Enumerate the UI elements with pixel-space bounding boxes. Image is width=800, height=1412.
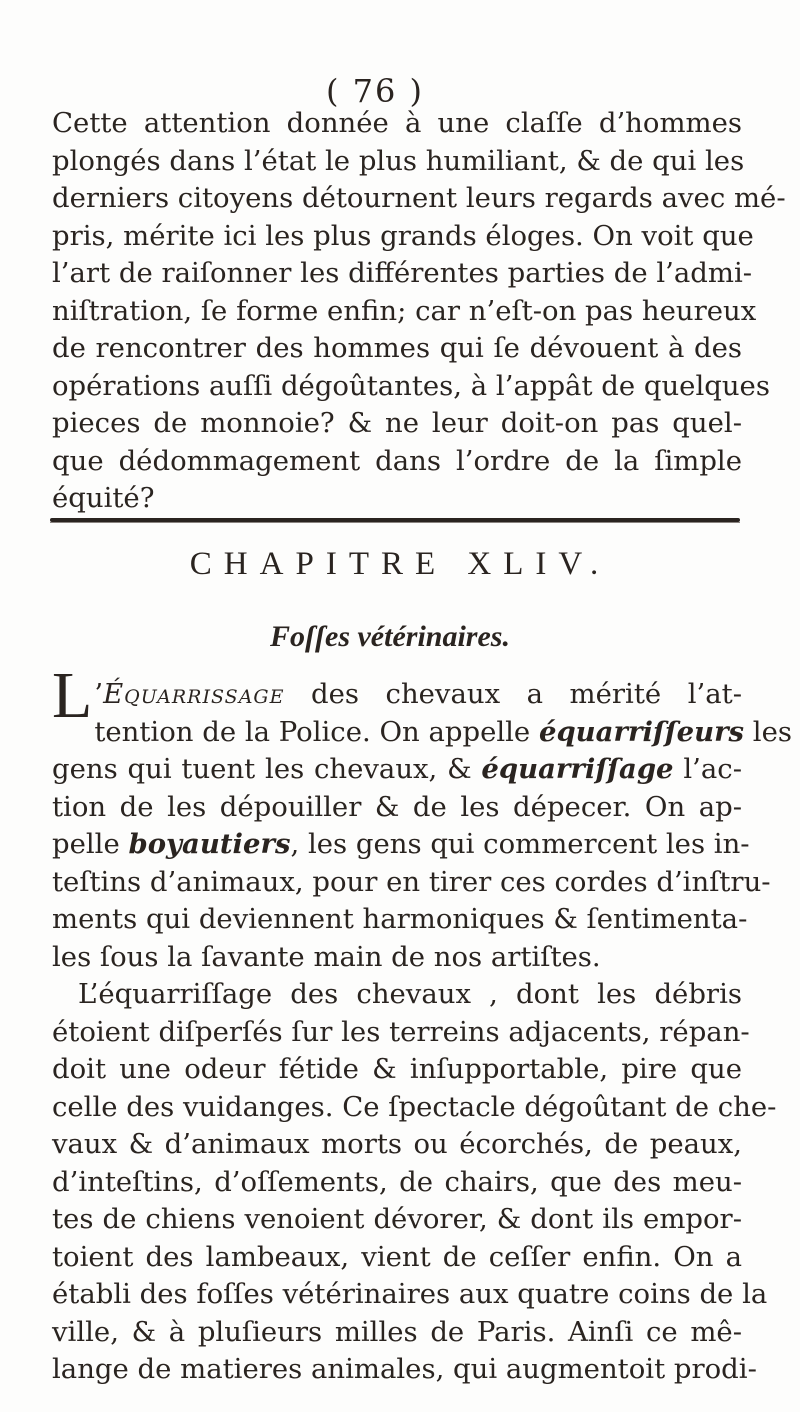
text-line: étoient diſperſés ſur les terreins adjacents, répan- bbox=[52, 1015, 750, 1048]
text-line: tention de la Police. On appelle équarriſſeurs les bbox=[94, 715, 792, 748]
text-line: L’équarriſſage des chevaux , dont les débris bbox=[78, 978, 742, 1010]
chapter-subtitle: Foſſes vétérinaires. bbox=[270, 620, 510, 653]
text-line: établi des foſſes vétérinaires aux quatre coins de la bbox=[52, 1278, 768, 1310]
term-equarrissage: Équarrissage bbox=[103, 678, 285, 710]
text-line: pris, mérite ici les plus grands éloges. On voit que bbox=[52, 219, 754, 252]
intro-paragraph bbox=[52, 105, 786, 518]
chapter-body bbox=[52, 659, 792, 1389]
text-line: toient des lambeaux, vient de ceſſer enfin. On a bbox=[52, 1240, 742, 1273]
text-line: ville, & à pluſieurs milles de Paris. Ainſi ce mê- bbox=[52, 1315, 742, 1348]
text-line: équité? bbox=[52, 482, 155, 514]
text-line: pieces de monnoie? & ne leur doit-on pas quel- bbox=[52, 407, 742, 439]
text-line: Cette attention donnée à une claſſe d’hommes bbox=[52, 107, 742, 139]
page-number: ( 76 ) bbox=[325, 72, 425, 110]
term-equarrisseurs: équarriſſeurs bbox=[538, 715, 745, 748]
text-line: pelle boyautiers, les gens qui commercent les in- bbox=[52, 828, 750, 860]
text-line: ments qui deviennent harmoniques & ſentimenta- bbox=[52, 903, 748, 935]
text-line: les ſous la ſavante main de nos artiſtes. bbox=[52, 940, 601, 973]
text-line: doit une odeur fétide & inſupportable, pire que bbox=[52, 1053, 742, 1085]
text-line: lange de matieres animales, qui augmentoit prodi- bbox=[52, 1353, 757, 1385]
term-equarrissage-italic: équarriſſage bbox=[481, 753, 674, 785]
text-line: derniers citoyens détournent leurs regards avec mé- bbox=[52, 182, 786, 214]
text-line: plongés dans l’état le plus humiliant, & de qui les bbox=[52, 144, 745, 177]
text-line: gens qui tuent les chevaux, & équarriſſage l’ac- bbox=[52, 753, 742, 785]
text-line: niſtration, ſe forme enfin; car n’eſt-on pas heureux bbox=[52, 294, 757, 327]
term-boyautiers: boyautiers bbox=[128, 828, 291, 860]
text-line: tes de chiens venoient dévorer, & dont ils empor- bbox=[52, 1203, 742, 1235]
text-line: l’art de raiſonner les différentes parties de l’admi- bbox=[52, 257, 753, 289]
text-line: de rencontrer des hommes qui ſe dévouent à des bbox=[52, 332, 742, 364]
text-line: vaux & d’animaux morts ou écorchés, de peaux, bbox=[52, 1128, 742, 1160]
chapter-title: CHAPITRE XLIV. bbox=[189, 546, 611, 582]
text-line: d’inteſtins, d’oſſements, de chairs, que des meu- bbox=[52, 1165, 742, 1198]
text-line: celle des vuidanges. Ce ſpectacle dégoûtant de che- bbox=[52, 1090, 777, 1123]
section-divider bbox=[50, 518, 740, 522]
text-line: L ’Équarrissage des chevaux a mérité l’at- bbox=[52, 659, 742, 732]
text-line: tion de les dépouiller & de les dépecer. On ap- bbox=[52, 790, 742, 823]
text-line: teſtins d’animaux, pour en tirer ces cordes d’inſtru- bbox=[52, 865, 771, 898]
drop-cap: L bbox=[52, 659, 93, 732]
text-line: que dédommagement dans l’ordre de la ſimple bbox=[52, 444, 742, 477]
text-line: opérations auſſi dégoûtantes, à l’appât de quelques bbox=[52, 369, 770, 402]
